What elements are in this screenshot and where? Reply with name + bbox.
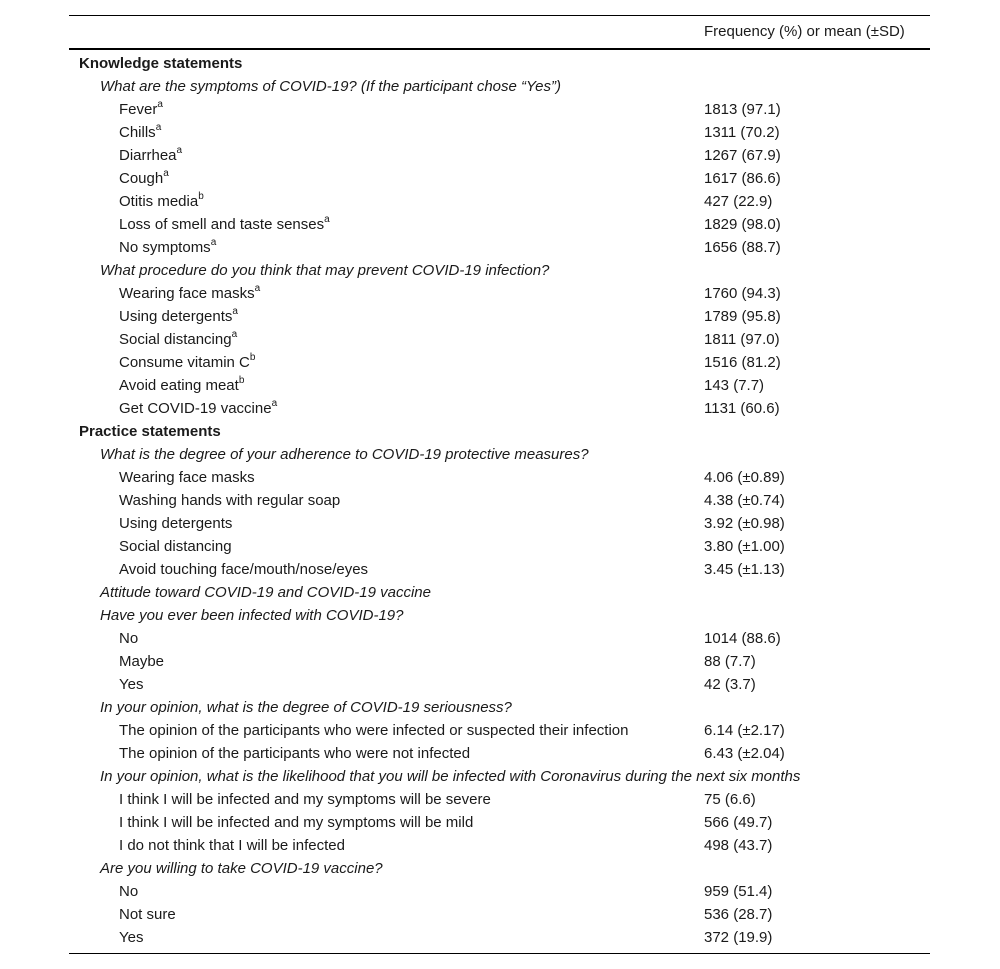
row-label [119,512,232,535]
row-label [119,236,216,259]
table-row [69,98,930,121]
row-label-text: Loss of smell and taste senses [119,216,325,233]
footnote-marker: a [155,122,162,133]
row-label [100,443,589,466]
row-value: 1760 (94.3) [704,285,781,302]
table-row [69,535,930,558]
question-row [69,857,930,880]
footnote-marker: a [324,214,330,225]
footnote-marker: b [198,191,204,202]
row-label [119,282,260,305]
question-row [69,259,930,282]
table-row [69,880,930,903]
row-label [119,466,255,489]
table-row [69,305,930,328]
table-row [69,190,930,213]
row-label [119,328,237,351]
value-column-header: Frequency (%) or mean (±SD) [704,23,905,40]
row-label-text: Consume vitamin C [119,354,250,371]
row-label [119,834,345,857]
row-label [119,121,161,144]
table-row [69,742,930,765]
table-row [69,558,930,581]
row-label [119,926,143,949]
table-row [69,374,930,397]
row-label [119,489,340,512]
row-value: 1267 (67.9) [704,147,781,164]
row-label-text: Washing hands with regular soap [119,492,341,509]
row-label-text: Yes [119,676,144,693]
row-label [119,627,138,650]
row-value: 4.06 (±0.89) [704,469,785,486]
row-label-text: Are you willing to take COVID-19 vaccine? [100,860,383,877]
row-label [100,857,383,880]
footnote-marker: a [254,283,261,294]
row-label [79,52,242,75]
row-value: 3.45 (±1.13) [704,561,785,578]
row-value: 427 (22.9) [704,193,773,210]
row-label-text: No [119,883,139,900]
row-label-text: Have you ever been infected with COVID-19? [100,607,404,624]
row-label [100,259,549,282]
row-label [119,742,470,765]
row-label-text: No [119,630,139,647]
row-value: 498 (43.7) [704,837,773,854]
question-row [69,765,930,788]
row-label [119,788,491,811]
footnote-marker: b [249,352,256,363]
table-row [69,328,930,351]
table-row [69,512,930,535]
row-value: 1811 (97.0) [704,331,780,348]
section-heading-row [69,420,930,443]
row-value: 6.43 (±2.04) [704,745,785,762]
row-label [119,903,176,926]
row-label-text: Otitis media [119,193,199,210]
row-label-text: I think I will be infected and my symptoms will be mild [119,814,474,831]
row-label [100,765,800,788]
row-value: 566 (49.7) [704,814,773,831]
table-row [69,650,930,673]
row-label-text: Using detergents [119,308,233,325]
table-row [69,903,930,926]
row-label-text: Practice statements [79,423,221,440]
row-label [100,75,561,98]
row-label-text: Using detergents [119,515,233,532]
row-label-text: Wearing face masks [119,285,255,302]
row-label-text: Attitude toward COVID-19 and COVID-19 vaccine [100,584,431,601]
row-label [119,673,143,696]
row-value: 1516 (81.2) [704,354,781,371]
row-label-text: Cough [119,170,164,187]
footnote-marker: a [163,168,169,179]
row-label-text: What is the degree of your adherence to COVID-19 protective measures? [100,446,589,463]
footnote-marker: a [231,329,238,340]
table-row [69,121,930,144]
row-label [119,811,473,834]
row-label-text: I do not think that I will be infected [119,837,345,854]
row-label-text: Social distancing [119,331,232,348]
row-label-text: Maybe [119,653,165,670]
row-value: 143 (7.7) [704,377,765,394]
row-label-text: In your opinion, what is the degree of COVID-19 seriousness? [100,699,512,716]
row-label-text: Fever [119,101,158,118]
footnote-marker: a [157,99,163,110]
row-label [119,98,163,121]
results-table [69,15,930,954]
row-label-text: Get COVID-19 vaccine [119,400,272,417]
row-label-text: Diarrhea [119,147,177,164]
table-bottom-rule [69,953,930,954]
row-value: 1311 (70.2) [704,124,780,141]
row-label-text: The opinion of the participants who were infected or suspected their infection [119,722,629,739]
row-label [79,420,221,443]
footnote-marker: a [232,306,238,317]
question-row [69,604,930,627]
row-value: 1813 (97.1) [704,101,781,118]
row-value: 1014 (88.6) [704,630,781,647]
table-row [69,926,930,949]
table-row [69,282,930,305]
row-label-text: Social distancing [119,538,232,555]
row-label [119,190,204,213]
row-label [119,213,330,236]
table-row [69,811,930,834]
table-row [69,213,930,236]
table-row [69,673,930,696]
row-label-text: Wearing face masks [119,469,255,486]
table-header-row [69,16,930,48]
row-value: 75 (6.6) [704,791,756,808]
table-row [69,489,930,512]
row-value: 1617 (86.6) [704,170,781,187]
row-label-text: The opinion of the participants who were not infected [119,745,471,762]
row-label [119,351,255,374]
table-row [69,627,930,650]
table-row [69,144,930,167]
footnote-marker: a [176,145,183,156]
row-label-text: No symptoms [119,239,211,256]
row-value: 88 (7.7) [704,653,756,670]
row-label-text: What are the symptoms of COVID-19? (If the participant chose “Yes”) [100,78,562,95]
row-value: 1789 (95.8) [704,308,781,325]
section-heading-row [69,52,930,75]
table-row [69,834,930,857]
table-row [69,236,930,259]
row-label [100,604,404,627]
row-label-text: What procedure do you think that may prevent COVID-19 infection? [100,262,550,279]
table-row [69,351,930,374]
row-label [119,305,238,328]
row-value: 959 (51.4) [704,883,773,900]
row-label [119,880,138,903]
row-label-text: Yes [119,929,144,946]
row-label-text: Avoid eating meat [119,377,239,394]
row-label-text: In your opinion, what is the likelihood that you will be infected with Coronavirus during the next six months [100,768,801,785]
row-value: 4.38 (±0.74) [704,492,785,509]
row-label [119,535,232,558]
table-row [69,788,930,811]
row-value: 536 (28.7) [704,906,773,923]
row-value: 3.80 (±1.00) [704,538,785,555]
row-label [119,374,244,397]
row-label [119,397,277,420]
table-row [69,167,930,190]
question-row [69,443,930,466]
row-label-text: Not sure [119,906,176,923]
row-label-text: Avoid touching face/mouth/nose/eyes [119,561,369,578]
row-label-text: Knowledge statements [79,55,243,72]
table-row [69,397,930,420]
footnote-marker: a [210,237,217,248]
row-value: 3.92 (±0.98) [704,515,785,532]
footnote-marker: a [271,398,278,409]
table-body [69,52,930,949]
question-row [69,75,930,98]
row-label [119,650,164,673]
question-row [69,696,930,719]
row-value: 42 (3.7) [704,676,756,693]
row-value: 6.14 (±2.17) [704,722,785,739]
footnote-marker: b [238,375,245,386]
row-value: 1131 (60.6) [704,400,780,417]
row-label [100,696,512,719]
row-label [119,719,628,742]
row-label [100,581,431,604]
table-row [69,466,930,489]
row-value: 1656 (88.7) [704,239,781,256]
row-value: 1829 (98.0) [704,216,781,233]
row-label [119,558,368,581]
row-value: 372 (19.9) [704,929,773,946]
row-label [119,167,169,190]
row-label-text: I think I will be infected and my symptoms will be severe [119,791,491,808]
row-label-text: Chills [119,124,156,141]
row-label [119,144,182,167]
question-row [69,581,930,604]
table-row [69,719,930,742]
